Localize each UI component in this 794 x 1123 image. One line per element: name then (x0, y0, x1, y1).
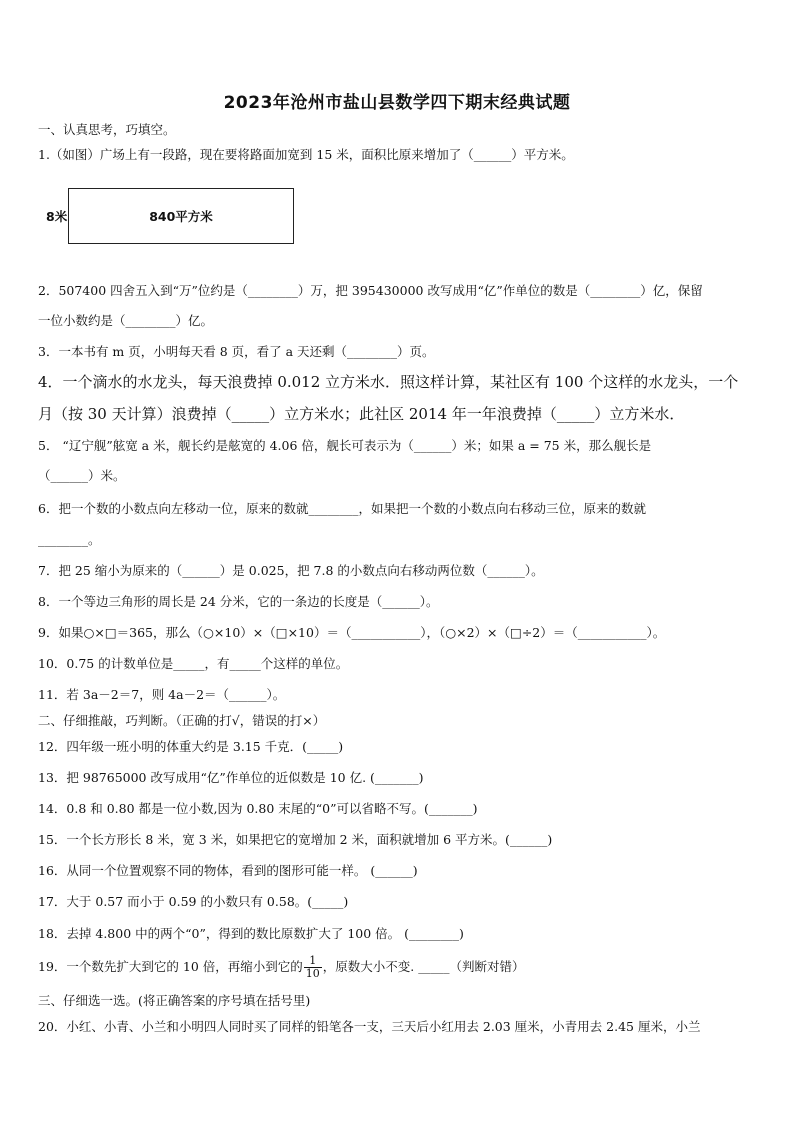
question-4-cont: 月（按 30 天计算）浪费掉（_____）立方米水；此社区 2014 年一年浪费掉（_____）立方米水． (38, 405, 685, 423)
fraction-numerator: 1 (304, 955, 322, 968)
page-title: 2023年沧州市盐山县数学四下期末经典试题 (223, 93, 571, 113)
question-9: 9．如果○×□＝365，那么（○×10）×（□×10）＝（___________），（○×2）×（□÷2）＝（___________）。 (38, 625, 666, 640)
question-4: 4．一个滴水的水龙头，每天浪费掉 0.012 立方米水．照这样计算，某社区有 100 个这样的水龙头，一个 (38, 373, 739, 391)
question-12: 12．四年级一班小明的体重大约是 3.15 千克．(_____) (38, 739, 344, 754)
section-2-heading: 二、仔细推敲，巧判断。（正确的打√，错误的打×） (38, 713, 326, 728)
section-3-heading: 三、仔细选一选。(将正确答案的序号填在括号里) (38, 993, 311, 1008)
question-16: 16．从同一个位置观察不同的物体，看到的图形可能一样。 (______) (38, 863, 418, 878)
question-7: 7．把 25 缩小为原来的（______）是 0.025，把 7.8 的小数点向右移动两位数（______）。 (38, 563, 544, 578)
question-11: 11．若 3a－2＝7，则 4a－2＝（______）。 (38, 687, 286, 702)
question-6: 6．把一个数的小数点向左移动一位，原来的数就________，如果把一个数的小数点向右移动三位，原来的数就 (38, 501, 646, 516)
question-5: 5． “辽宁舰”舷宽 a 米，舰长约是舷宽的 4.06 倍，舰长可表示为（______）米；如果 a = 75 米，那么舰长是 (38, 438, 652, 453)
section-1-heading: 一、认真思考，巧填空。 (38, 122, 176, 137)
question-18: 18．去掉 4.800 中的两个“0”，得到的数比原数扩大了 100 倍。 (________) (38, 926, 464, 941)
question-14: 14．0.8 和 0.80 都是一位小数,因为 0.80 末尾的“0”可以省略不写。(_______) (38, 801, 478, 816)
question-1: 1.（如图）广场上有一段路，现在要将路面加宽到 15 米，面积比原来增加了（______）平方米。 (38, 147, 574, 162)
question-5-cont: （______）米。 (38, 468, 126, 483)
question-15: 15．一个长方形长 8 米，宽 3 米，如果把它的宽增加 2 米，面积就增加 6 平方米。(______) (38, 832, 553, 847)
figure-area-label: 840平方米 (149, 209, 213, 224)
question-2-cont: 一位小数约是（________）亿。 (38, 313, 214, 328)
question-19 (38, 955, 524, 980)
question-2: 2．507400 四舍五入到“万”位约是（________）万，把 395430000 改写成用“亿”作单位的数是（________）亿，保留 (38, 283, 703, 298)
question-6-cont: ________。 (38, 532, 101, 547)
road-rectangle-figure (68, 188, 294, 244)
question-19-text-after: ，原数大小不变. _____（判断对错） (322, 959, 525, 974)
question-8: 8．一个等边三角形的周长是 24 分米，它的一条边的长度是（______）。 (38, 594, 439, 609)
question-10: 10．0.75 的计数单位是_____，有_____个这样的单位。 (38, 656, 349, 671)
figure-width-label: 8米 (46, 209, 68, 224)
question-20: 20．小红、小青、小兰和小明四人同时买了同样的铅笔各一支，三天后小红用去 2.03 厘米，小青用去 2.45 厘米，小兰 (38, 1019, 701, 1034)
question-19-text-before: 19．一个数先扩大到它的 10 倍，再缩小到它的 (38, 959, 303, 974)
question-3: 3．一本书有 m 页，小明每天看 8 页，看了 a 天还剩（________）页。 (38, 344, 435, 359)
question-13: 13．把 98765000 改写成用“亿”作单位的近似数是 10 亿. (_______) (38, 770, 424, 785)
question-17: 17．大于 0.57 而小于 0.59 的小数只有 0.58。(_____) (38, 894, 349, 909)
fraction-one-tenth (304, 955, 322, 980)
fraction-denominator: 10 (305, 967, 320, 980)
